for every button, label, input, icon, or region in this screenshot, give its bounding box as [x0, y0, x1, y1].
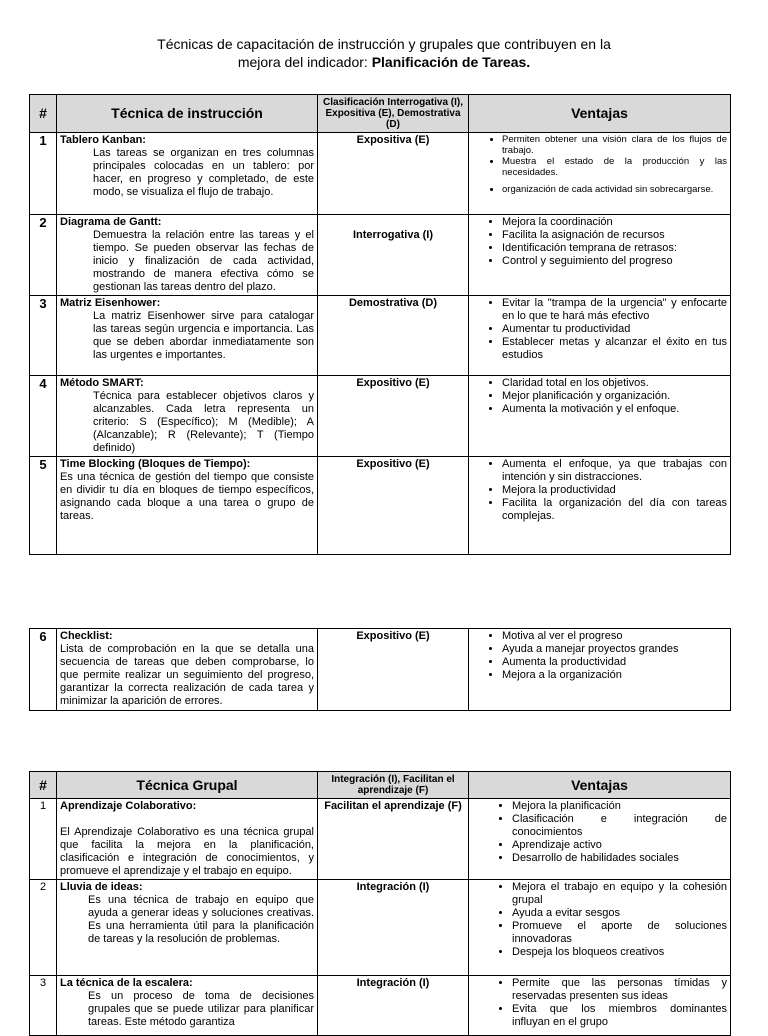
classification-cell: Demostrativa (D): [318, 296, 469, 376]
table-row: [30, 880, 731, 976]
row-number: 1: [30, 799, 57, 880]
header-num: #: [30, 772, 57, 799]
advantages-cell: [469, 376, 731, 457]
technique-description: La matriz Eisenhower sirve para catalogar las tareas según urgencia e importancia. Las que se deben abordar inmediatamente son las urgentes e importantes.: [93, 310, 314, 361]
classification-cell: Expositivo (E): [318, 376, 469, 457]
list-item: • Mejora la coordinación: [502, 216, 727, 229]
technique-name: Matriz Eisenhower:: [60, 297, 161, 309]
technique-cell: [57, 880, 318, 976]
technique-cell: [57, 296, 318, 376]
list-item: • Motiva al ver el progreso: [502, 630, 727, 643]
advantages-cell: [469, 629, 731, 711]
technique-name: Diagrama de Gantt:: [60, 216, 162, 228]
list-item: • Ayuda a evitar sesgos: [512, 907, 727, 920]
technique-description: Lista de comprobación en la que se detalla una secuencia de tareas que deben comprobarse, lo que permite realizar un seguimiento del progreso, garantizar la correcta realización de cada tarea y minimizar la aparición de errores.: [60, 643, 314, 707]
advantages-cell: [469, 296, 731, 376]
spacer: [60, 813, 314, 826]
technique-description: Las tareas se organizan en tres columnas principales colocadas en un tablero: por hacer, en progreso y completado, de este modo, se visualiza el flujo de trabajo.: [93, 147, 314, 198]
row-number: 3: [30, 296, 57, 376]
instruction-techniques-table: [29, 94, 731, 555]
advantages-cell: [469, 215, 731, 296]
header-advantages: Ventajas: [469, 95, 731, 133]
header-num: #: [30, 95, 57, 133]
row-number: 2: [30, 215, 57, 296]
technique-name: Checklist:: [60, 630, 113, 642]
list-item: • Aumenta la motivación y el enfoque.: [502, 403, 727, 416]
table-row: [30, 133, 731, 215]
list-item: • Evita que los miembros dominantes influyan en el grupo: [512, 1003, 727, 1029]
technique-cell: [57, 215, 318, 296]
group-techniques-table: [29, 771, 731, 1036]
list-item: • Aprendizaje activo: [512, 839, 727, 852]
list-item: • Facilita la asignación de recursos: [502, 229, 727, 242]
row-number: 5: [30, 457, 57, 555]
list-item: • Mejora la planificación: [512, 800, 727, 813]
list-item: • Identificación temprana de retrasos:: [502, 242, 727, 255]
classification-cell: Expositivo (E): [318, 629, 469, 711]
list-item: • Aumentar tu productividad: [502, 323, 727, 336]
title-line-2: [0, 53, 768, 71]
list-item: • Aumenta la productividad: [502, 656, 727, 669]
table-row: [30, 215, 731, 296]
row-number: 1: [30, 133, 57, 215]
row-number: 6: [30, 629, 57, 711]
header-classification: Clasificación Interrogativa (I), Expositiva (E), Demostrativa (D): [318, 95, 469, 133]
advantages-cell: [469, 799, 731, 880]
technique-cell: [57, 133, 318, 215]
list-item: • Facilita la organización del día con tareas complejas.: [502, 497, 727, 523]
table-row: [30, 457, 731, 555]
table-row: [30, 296, 731, 376]
row-number: 2: [30, 880, 57, 976]
list-item: • Mejora el trabajo en equipo y la cohesión grupal: [512, 881, 727, 907]
technique-cell: [57, 976, 318, 1036]
list-item: • Desarrollo de habilidades sociales: [512, 852, 727, 865]
list-item: • Clasificación e integración de conocimientos: [512, 813, 727, 839]
classification-cell: Interrogativa (I): [318, 215, 469, 296]
advantages-cell: [469, 880, 731, 976]
advantages-cell: [469, 133, 731, 215]
advantages-cell: [469, 457, 731, 555]
list-item: • Claridad total en los objetivos.: [502, 377, 727, 390]
technique-cell: [57, 457, 318, 555]
header-classification: Integración (I), Facilitan el aprendizaje (F): [318, 772, 469, 799]
header-advantages: Ventajas: [469, 772, 731, 799]
title-prefix: mejora del indicador:: [237, 54, 372, 70]
classification-cell: Expositiva (E): [318, 133, 469, 215]
technique-name: Time Blocking (Bloques de Tiempo):: [60, 458, 251, 470]
list-item: • Promueve el aporte de soluciones innovadoras: [512, 920, 727, 946]
list-item: • Despeja los bloqueos creativos: [512, 946, 727, 959]
classification-cell: Facilitan el aprendizaje (F): [318, 799, 469, 880]
list-item: • Aumenta el enfoque, ya que trabajas con intención y sin distracciones.: [502, 458, 727, 484]
row-number: 3: [30, 976, 57, 1036]
technique-name: Método SMART:: [60, 377, 144, 389]
list-item: • Permiten obtener una visión clara de los flujos de trabajo.: [502, 134, 727, 156]
advantages-cell: [469, 976, 731, 1036]
technique-name: La técnica de la escalera:: [60, 977, 193, 989]
list-item: • Establecer metas y alcanzar el éxito en tus estudios: [502, 336, 727, 362]
technique-description: Es un proceso de toma de decisiones grupales que se puede utilizar para planificar tareas. Este método garantiza: [88, 990, 314, 1028]
technique-description: El Aprendizaje Colaborativo es una técnica grupal que facilita la mejora en la planificación, clasificación e integración de conocimientos, y promueve el aprendizaje y el trabajo en equipo.: [60, 826, 314, 877]
table-row: [30, 976, 731, 1036]
list-item: • Mejor planificación y organización.: [502, 390, 727, 403]
technique-description: Es una técnica de gestión del tiempo que consiste en dividir tu día en bloques de tiempo específicos, asignando cada bloque a una tarea o grupo de tareas.: [60, 471, 314, 522]
classification-cell: Expositivo (E): [318, 457, 469, 555]
document-title: [0, 35, 768, 71]
table-row: [30, 629, 731, 711]
checklist-table: [29, 628, 731, 711]
header-technique: Técnica Grupal: [57, 772, 318, 799]
title-highlight: Planificación de Tareas.: [371, 54, 531, 70]
classification-cell: Integración (I): [318, 976, 469, 1036]
list-item: • organización de cada actividad sin sobrecargarse.: [502, 184, 727, 195]
technique-name: Lluvia de ideas:: [60, 881, 143, 893]
list-item: • Muestra el estado de la producción y las necesidades.: [502, 156, 727, 178]
list-item: • Mejora la productividad: [502, 484, 727, 497]
title-line-1: Técnicas de capacitación de instrucción y grupales que contribuyen en la: [157, 36, 611, 52]
list-item: • Mejora a la organización: [502, 669, 727, 682]
list-item: • Control y seguimiento del progreso: [502, 255, 727, 268]
list-item: • Permite que las personas tímidas y reservadas presenten sus ideas: [512, 977, 727, 1003]
list-item: • Ayuda a manejar proyectos grandes: [502, 643, 727, 656]
technique-name: Tablero Kanban:: [60, 134, 146, 146]
technique-cell: [57, 629, 318, 711]
list-item: • Evitar la "trampa de la urgencia" y enfocarte en lo que te hará más efectivo: [502, 297, 727, 323]
row-number: 4: [30, 376, 57, 457]
technique-description: Demuestra la relación entre las tareas y el tiempo. Se pueden observar las fechas de inicio y finalización de cada actividad, mostrando de manera efectiva cómo se gestionan las tareas dentro del plazo.: [93, 229, 314, 293]
technique-description: Técnica para establecer objetivos claros y alcanzables. Cada letra representa un criterio: S (Específico); M (Medible); A (Alcanzable); R (Relevante); T (Tiempo definido): [93, 390, 314, 454]
technique-cell: [57, 376, 318, 457]
technique-cell: [57, 799, 318, 880]
technique-description: Es una técnica de trabajo en equipo que ayuda a generar ideas y soluciones creativas. Es una herramienta útil para la planificación de tareas y la resolución de problemas.: [88, 894, 314, 945]
technique-name: Aprendizaje Colaborativo:: [60, 800, 197, 812]
classification-cell: Integración (I): [318, 880, 469, 976]
table-row: [30, 376, 731, 457]
table-row: [30, 799, 731, 880]
header-technique: Técnica de instrucción: [57, 95, 318, 133]
